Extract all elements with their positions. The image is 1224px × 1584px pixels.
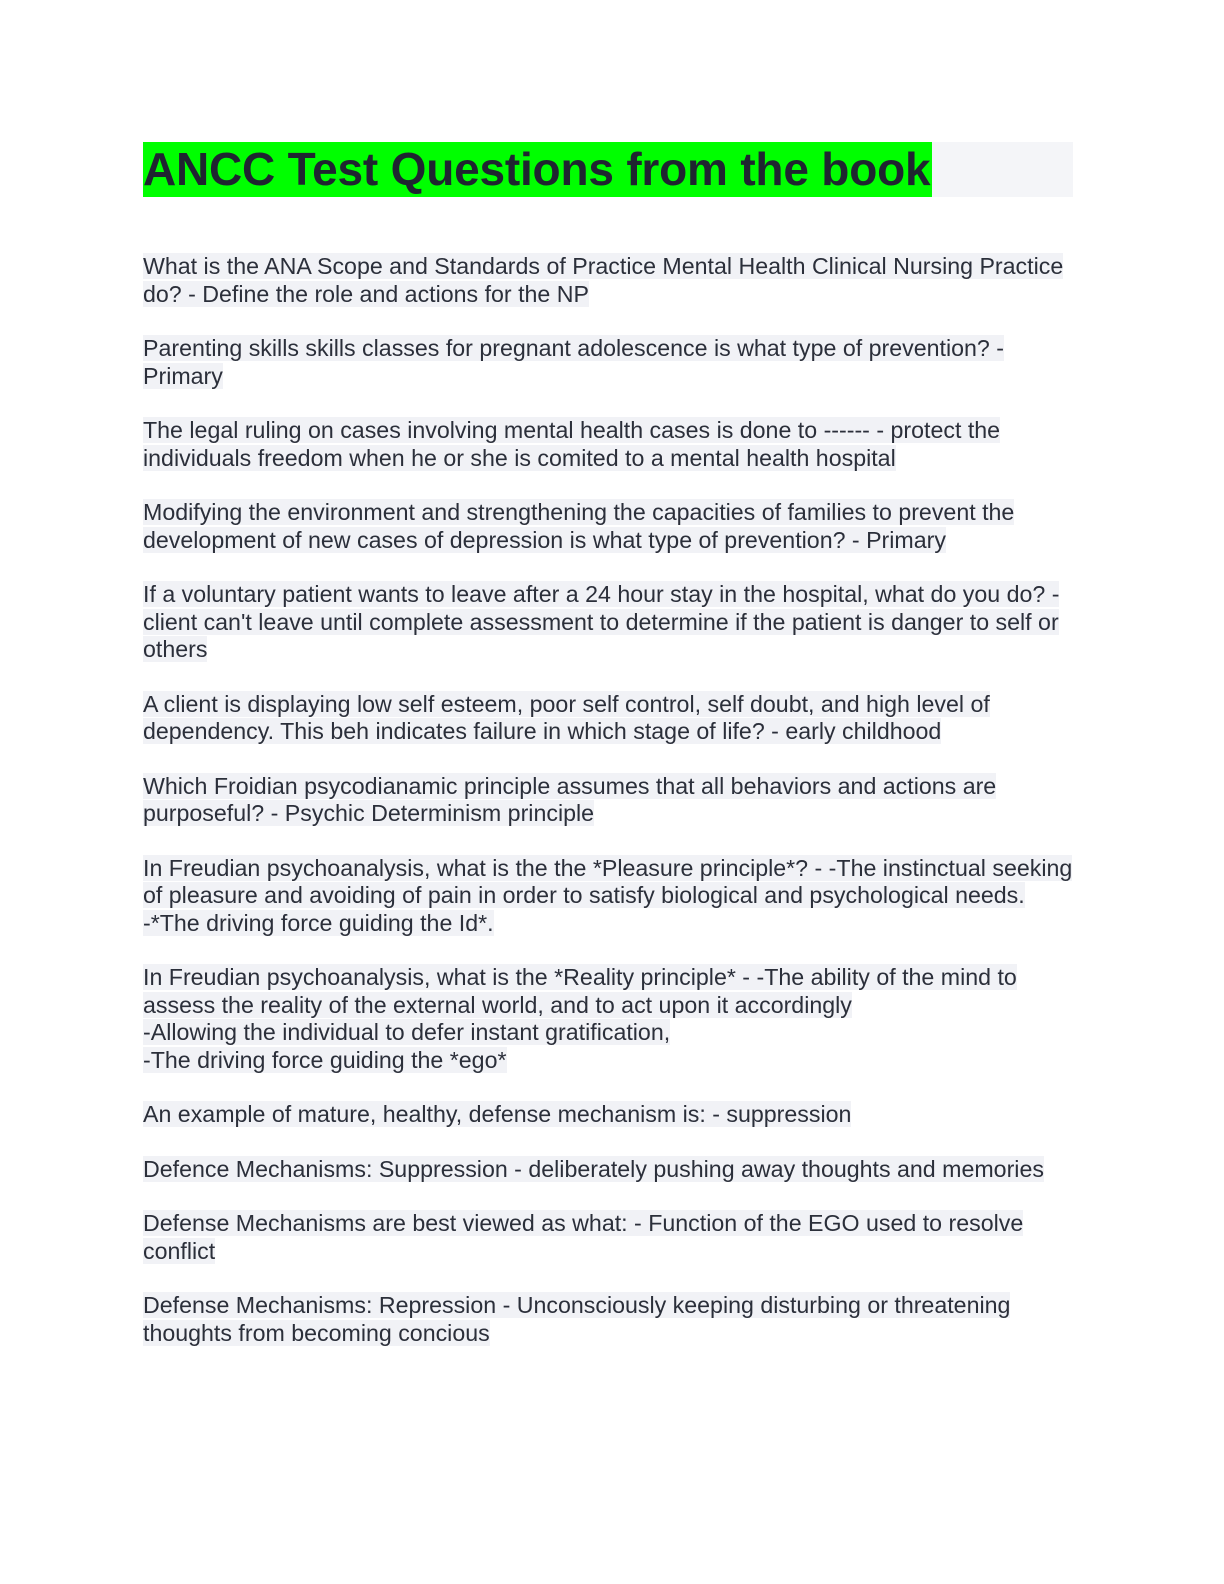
question-answer-item bbox=[143, 253, 1073, 308]
qa-paragraph bbox=[143, 910, 1073, 938]
qa-paragraph bbox=[143, 417, 1073, 472]
qa-paragraph bbox=[143, 1156, 1073, 1184]
question-answer-item bbox=[143, 581, 1073, 664]
qa-text: -The driving force guiding the *ego* bbox=[143, 1046, 507, 1073]
qa-text: If a voluntary patient wants to leave after a 24 hour stay in the hospital, what do you do? - client can't leave until complete assessment to determine if the patient is danger to self or others bbox=[143, 581, 1060, 662]
qa-text: -*The driving force guiding the Id*. bbox=[143, 909, 494, 936]
qa-text: -Allowing the individual to defer instant gratification, bbox=[143, 1019, 671, 1045]
question-answer-item bbox=[143, 773, 1073, 828]
qa-text: Parenting skills skills classes for pregnant adolescence is what type of prevention? - Primary bbox=[143, 335, 1004, 389]
qa-text: Defense Mechanisms: Repression - Unconsciously keeping disturbing or threatening thoughts from becoming concious bbox=[143, 1292, 1011, 1346]
qa-paragraph bbox=[143, 499, 1073, 554]
qa-paragraph bbox=[143, 691, 1073, 746]
qa-paragraph bbox=[143, 1019, 1073, 1047]
question-answer-item bbox=[143, 1156, 1073, 1184]
qa-text: Defence Mechanisms: Suppression - deliberately pushing away thoughts and memories bbox=[143, 1155, 1044, 1182]
qa-text: Defense Mechanisms are best viewed as what: - Function of the EGO used to resolve conflict bbox=[143, 1210, 1024, 1264]
qa-paragraph bbox=[143, 1101, 1073, 1129]
question-answer-item bbox=[143, 1210, 1073, 1265]
question-answer-item bbox=[143, 964, 1073, 1074]
qa-paragraph bbox=[143, 964, 1073, 1019]
qa-paragraph bbox=[143, 335, 1073, 390]
title-bar bbox=[143, 142, 1073, 197]
qa-paragraph bbox=[143, 773, 1073, 828]
qa-text: An example of mature, healthy, defense mechanism is: - suppression bbox=[143, 1101, 852, 1127]
question-answer-item bbox=[143, 691, 1073, 746]
qa-text: What is the ANA Scope and Standards of Practice Mental Health Clinical Nursing Practice do? - Define the role and actions for the NP bbox=[143, 253, 1064, 307]
qa-paragraph bbox=[143, 855, 1073, 910]
document-page bbox=[143, 142, 1073, 1374]
qa-text: Which Froidian psycodianamic principle assumes that all behaviors and actions are purposeful? - Psychic Determinism principle bbox=[143, 772, 997, 826]
question-list bbox=[143, 253, 1073, 1347]
qa-text: The legal ruling on cases involving mental health cases is done to ------ - protect the individuals freedom when he or she is comited to a mental health hospital bbox=[143, 417, 1001, 471]
question-answer-item bbox=[143, 499, 1073, 554]
qa-paragraph bbox=[143, 1292, 1073, 1347]
document-title: ANCC Test Questions from the book bbox=[143, 143, 931, 195]
qa-text: A client is displaying low self esteem, poor self control, self doubt, and high level of dependency. This beh indicates failure in which stage of life? - early childhood bbox=[143, 690, 990, 744]
qa-text: In Freudian psychoanalysis, what is the *Reality principle* - -The ability of the mind to assess the reality of the external world, and to act upon it accordingly bbox=[143, 964, 1017, 1018]
question-answer-item bbox=[143, 1101, 1073, 1129]
qa-paragraph bbox=[143, 1210, 1073, 1265]
question-answer-item bbox=[143, 1292, 1073, 1347]
qa-text: In Freudian psychoanalysis, what is the the *Pleasure principle*? - -The instinctual seeking of pleasure and avoiding of pain in order to satisfy biological and psychological needs. bbox=[143, 854, 1073, 908]
question-answer-item bbox=[143, 855, 1073, 938]
question-answer-item bbox=[143, 335, 1073, 390]
qa-paragraph bbox=[143, 253, 1073, 308]
qa-text: Modifying the environment and strengthening the capacities of families to prevent the development of new cases of depression is what type of prevention? - Primary bbox=[143, 499, 1015, 553]
qa-paragraph bbox=[143, 1047, 1073, 1075]
question-answer-item bbox=[143, 417, 1073, 472]
qa-paragraph bbox=[143, 581, 1073, 664]
